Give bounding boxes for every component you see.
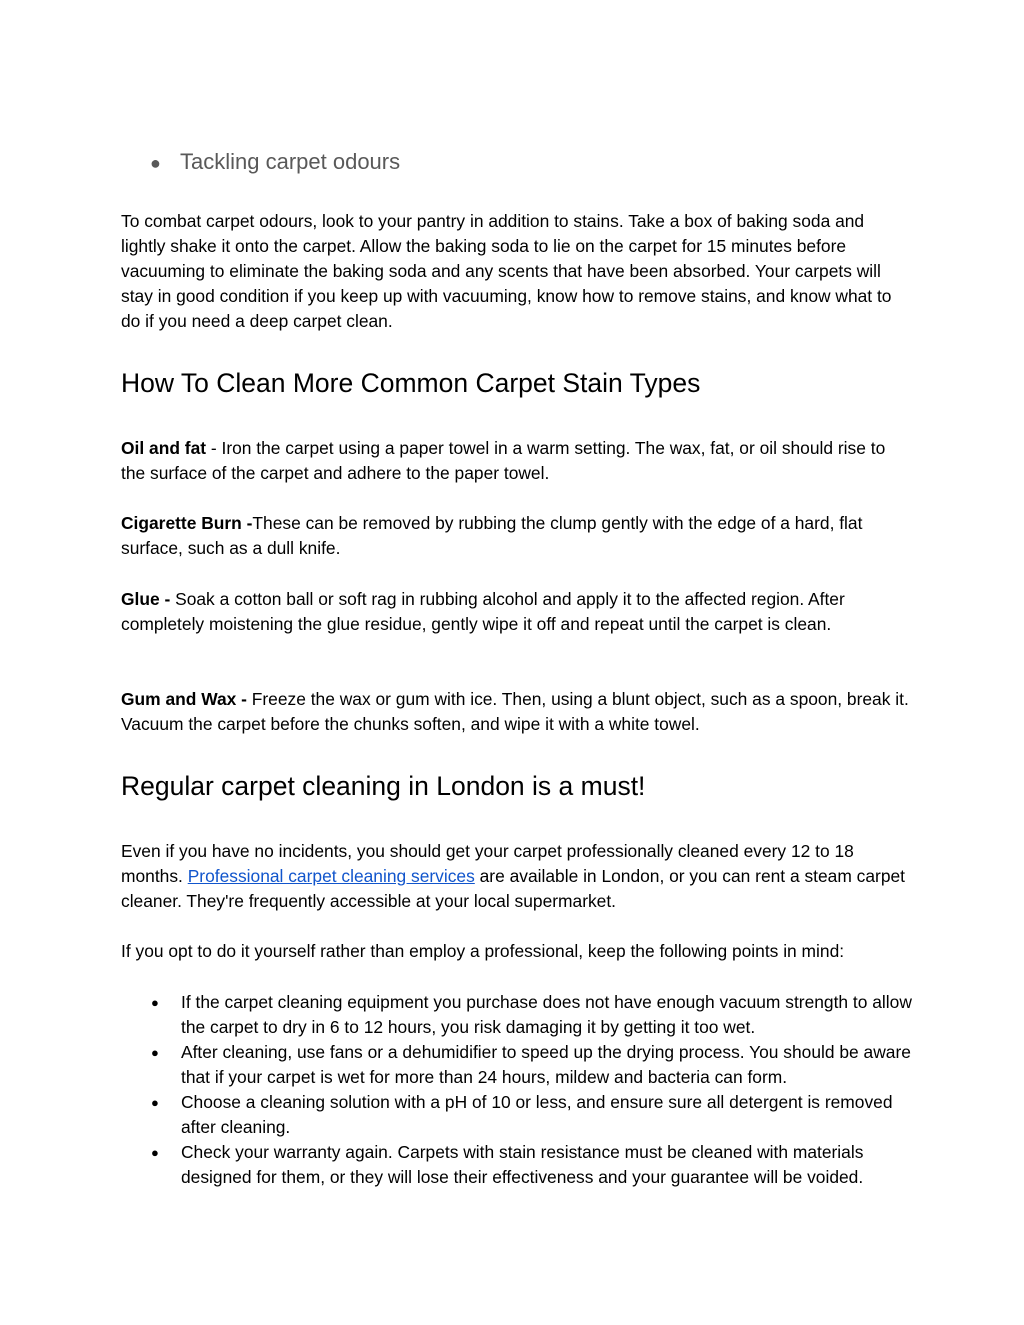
stain-description: Soak a cotton ball or soft rag in rubbing alcohol and apply it to the affected region. After completely moistening the glue residue, gently wipe it off and repeat until the carpet is clean. — [121, 589, 845, 634]
list-item — [121, 990, 921, 1040]
bullet-icon: ● — [151, 1045, 159, 1060]
list-item-text: Check your warranty again. Carpets with stain resistance must be cleaned with materials designed for them, or they will lose their effectiveness and your guarantee will be voided. — [181, 1142, 864, 1187]
bullet-icon: ● — [150, 153, 161, 173]
list-item — [121, 1140, 921, 1190]
stain-item-oil-and-fat — [121, 436, 911, 486]
list-item — [121, 1090, 921, 1140]
stain-item-gum-and-wax — [121, 687, 911, 737]
stain-description: Freeze the wax or gum with ice. Then, using a blunt object, such as a spoon, break it. Vacuum the carpet before the chunks soften, and wipe it with a white towel. — [121, 689, 909, 734]
list-item-text: Choose a cleaning solution with a pH of 10 or less, and ensure sure all detergent is removed after cleaning. — [181, 1092, 893, 1137]
list-item-text: After cleaning, use fans or a dehumidifier to speed up the drying process. You should be aware that if your carpet is wet for more than 24 hours, mildew and bacteria can form. — [181, 1042, 911, 1087]
stain-item-cigarette-burn — [121, 511, 911, 561]
bullet-icon: ● — [151, 1095, 159, 1110]
list-item — [121, 1040, 921, 1090]
professional-cleaning-link[interactable]: Professional carpet cleaning services — [187, 866, 475, 886]
diy-intro-paragraph: If you opt to do it yourself rather than employ a professional, keep the following points in mind: — [121, 941, 845, 961]
sub-heading-text: Tackling carpet odours — [180, 149, 401, 174]
stain-term: Oil and fat — [121, 438, 207, 458]
stain-term: Gum and Wax - — [121, 689, 247, 709]
professional-cleaning-paragraph — [121, 839, 911, 914]
stain-item-glue — [121, 587, 911, 637]
stain-term: Glue - — [121, 589, 171, 609]
bullet-icon: ● — [151, 995, 159, 1010]
tips-list — [121, 990, 921, 1190]
intro-paragraph: To combat carpet odours, look to your pantry in addition to stains. Take a box of baking soda and lightly shake it onto the carpet. Allow the baking soda to lie on the carpet for 15 minutes before vacuuming to eliminate the baking soda and any scents that have been absorbed. Your carpets will stay in good condition if you keep up with vacuuming, know how to remove stains, and know what to do if you need a deep carpet clean. — [121, 211, 892, 331]
section-heading-regular-cleaning: Regular carpet cleaning in London is a must! — [121, 771, 646, 801]
stain-description: These can be removed by rubbing the clump gently with the edge of a hard, flat surface, such as a dull knife. — [121, 513, 863, 558]
bullet-icon: ● — [151, 1145, 159, 1160]
list-item-text: If the carpet cleaning equipment you purchase does not have enough vacuum strength to allow the carpet to dry in 6 to 12 hours, you risk damaging it by getting it too wet. — [181, 992, 912, 1037]
stain-description: - Iron the carpet using a paper towel in a warm setting. The wax, fat, or oil should rise to the surface of the carpet and adhere to the paper towel. — [121, 438, 886, 483]
sub-heading — [150, 146, 850, 179]
stain-term: Cigarette Burn - — [121, 513, 253, 533]
paragraph-text: Even if you have no incidents, you should get your carpet professionally cleaned every 12 to 18 months. — [121, 841, 854, 886]
section-heading-stain-types: How To Clean More Common Carpet Stain Types — [121, 368, 701, 398]
paragraph-text: are available in London, or you can rent a steam carpet cleaner. They're frequently accessible at your local supermarket. — [121, 866, 905, 911]
